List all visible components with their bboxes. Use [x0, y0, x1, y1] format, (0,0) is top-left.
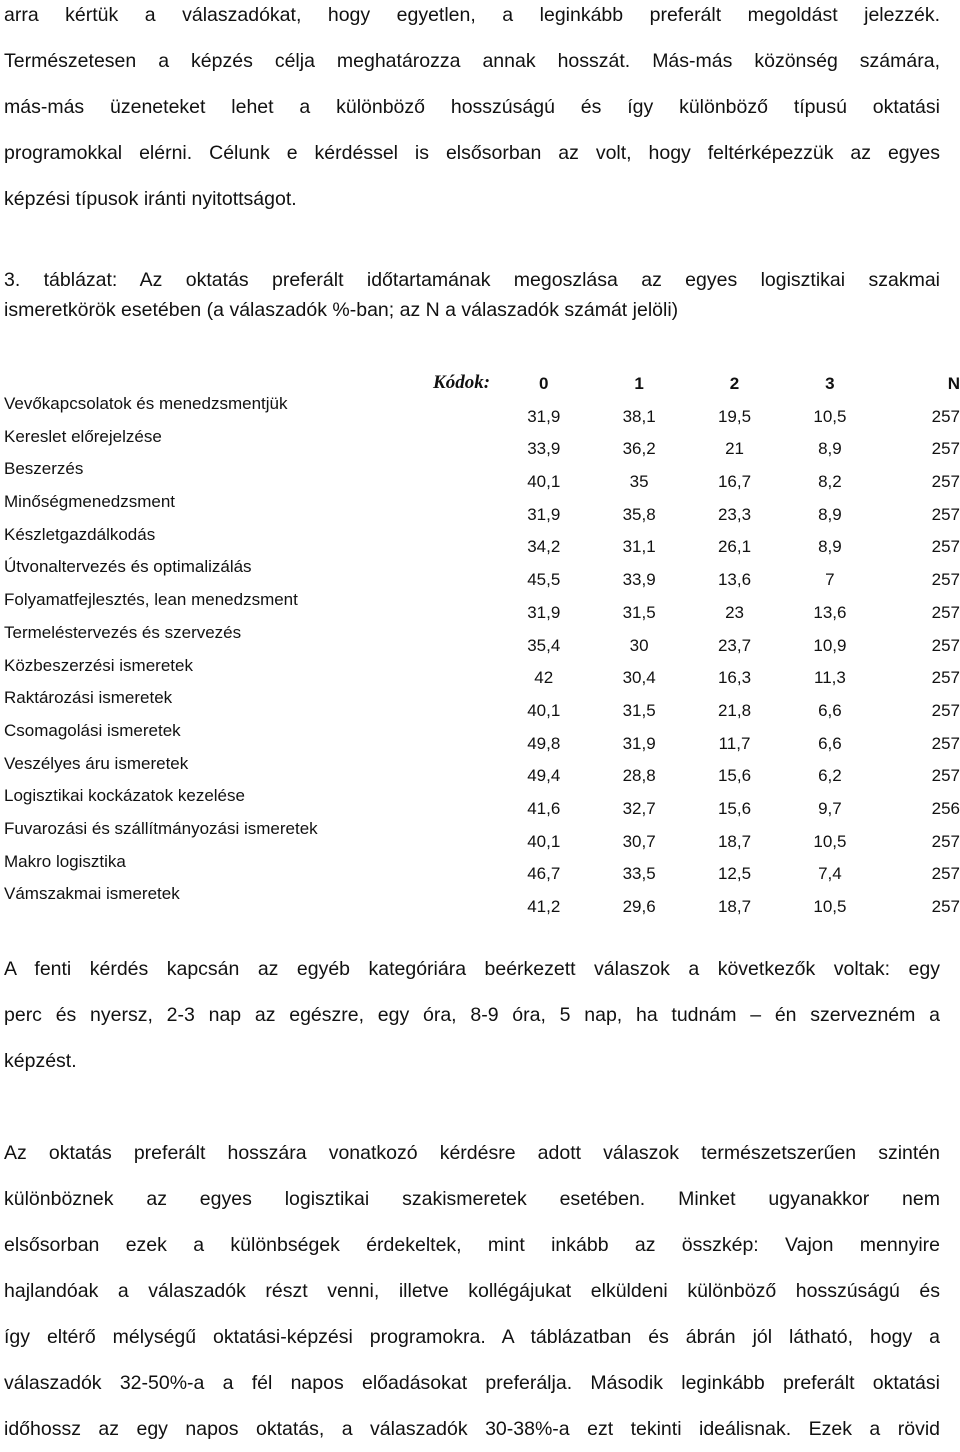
cell-code-1: 33,9	[622, 570, 656, 590]
cell-code-0: 40,1	[527, 700, 561, 720]
intro-line: programokkal elérni. Célunk e kérdéssel is elsősorban az volt, hogy feltérképezzük az egyes	[4, 142, 940, 164]
table-row	[4, 492, 960, 525]
outro2-line: időhossz az egy napos oktatás, a válaszadók 30-38%-a ezt tekinti ideálisnak. Ezek a rövid	[4, 1418, 940, 1440]
cell-code-0: 40,1	[527, 831, 561, 851]
row-label: Logisztikai kockázatok kezelése	[4, 786, 245, 806]
intro-line: Természetesen a képzés célja meghatározza annak hosszát. Más-más közönség számára,	[4, 50, 940, 72]
table-row	[4, 786, 960, 819]
row-label: Kereslet előrejelzése	[4, 426, 162, 446]
cell-code-3: 10,5	[813, 406, 847, 426]
header-code-2: 2	[729, 374, 740, 393]
table-row	[4, 819, 960, 852]
header-n: N	[947, 374, 960, 393]
cell-n: 257	[931, 668, 960, 688]
cell-code-3: 6,6	[818, 733, 842, 753]
cell-n: 257	[931, 766, 960, 786]
cell-code-3: 6,6	[818, 700, 842, 720]
outro1-line: A fenti kérdés kapcsán az egyéb kategóriára beérkezett válaszok a következők voltak: egy	[4, 958, 940, 980]
cell-code-0: 33,9	[527, 439, 561, 459]
cell-code-0: 35,4	[527, 635, 561, 655]
cell-n: 257	[931, 537, 960, 557]
cell-code-0: 41,2	[527, 897, 561, 916]
cell-n: 257	[931, 602, 960, 622]
cell-code-1: 31,5	[622, 700, 656, 720]
data-table-container	[4, 360, 960, 917]
row-label: Termeléstervezés és szervezés	[4, 622, 242, 642]
cell-code-0: 31,9	[527, 406, 561, 426]
preference-table	[4, 360, 960, 917]
cell-n: 256	[931, 798, 960, 818]
cell-code-2: 23,7	[717, 635, 752, 655]
outro1-line: képzést.	[4, 1050, 77, 1072]
cell-n: 257	[931, 733, 960, 753]
table-row	[4, 623, 960, 656]
table-caption	[4, 265, 940, 325]
cell-n: 257	[931, 570, 960, 590]
table-row	[4, 459, 960, 492]
table-row	[4, 427, 960, 460]
cell-n: 257	[931, 439, 960, 459]
cell-code-1: 38,1	[622, 406, 656, 426]
intro-line: arra kértük a válaszadókat, hogy egyetlen, a leginkább preferált megoldást jelezzék.	[4, 4, 940, 26]
cell-code-3: 8,9	[818, 504, 842, 524]
cell-code-3: 7	[825, 570, 835, 590]
cell-code-2: 11,7	[718, 733, 751, 753]
cell-code-3: 10,5	[813, 831, 847, 851]
cell-code-1: 30	[629, 635, 649, 655]
outro2-line: különböznek az egyes logisztikai szakismeretek esetében. Minket ugyanakkor nem	[4, 1188, 940, 1210]
row-label: Veszélyes áru ismeretek	[4, 753, 189, 773]
cell-code-0: 40,1	[527, 472, 561, 492]
cell-code-3: 10,9	[813, 635, 847, 655]
cell-n: 257	[931, 472, 960, 492]
cell-code-3: 8,9	[818, 537, 842, 557]
cell-code-0: 45,5	[527, 570, 561, 590]
cell-code-0: 49,4	[527, 766, 561, 786]
row-label: Közbeszerzési ismeretek	[4, 655, 193, 675]
cell-code-2: 16,3	[717, 668, 752, 688]
cell-code-2: 23,3	[717, 504, 752, 524]
cell-code-3: 11,3	[814, 668, 846, 688]
intro-line: képzési típusok iránti nyitottságot.	[4, 188, 297, 210]
other-answers-paragraph	[4, 946, 940, 1084]
cell-n: 257	[931, 406, 960, 426]
cell-code-2: 16,7	[717, 472, 752, 492]
row-label: Vámszakmai ismeretek	[4, 884, 180, 904]
caption-line: 3. táblázat: Az oktatás preferált időtartamának megoszlása az egyes logisztikai szakmai	[4, 269, 940, 291]
outro2-line: Az oktatás preferált hosszára vonatkozó kérdésre adott válaszok természetszerűen szintén	[4, 1142, 940, 1164]
cell-code-1: 28,8	[622, 766, 656, 786]
outro2-line: így eltérő mélységű oktatási-képzési programokra. A táblázatban és ábrán jól látható, hogy a	[4, 1326, 940, 1348]
cell-code-1: 30,4	[622, 668, 656, 688]
cell-code-2: 18,7	[717, 897, 752, 916]
table-row	[4, 557, 960, 590]
table-body	[4, 394, 960, 917]
cell-n: 257	[931, 864, 960, 884]
row-label: Csomagolási ismeretek	[4, 720, 181, 740]
cell-code-1: 36,2	[622, 439, 656, 459]
cell-code-1: 31,9	[622, 733, 656, 753]
cell-code-1: 33,5	[622, 864, 656, 884]
cell-code-3: 7,4	[818, 864, 842, 884]
cell-code-2: 26,1	[717, 537, 752, 557]
row-label: Raktározási ismeretek	[4, 688, 173, 708]
cell-code-3: 8,2	[818, 472, 842, 492]
cell-code-1: 35,8	[622, 504, 656, 524]
table-row	[4, 754, 960, 787]
outro2-line: hajlandóak a válaszadók részt venni, illetve kollégájukat elküldeni különböző hosszúságú és	[4, 1280, 940, 1302]
cell-code-1: 31,5	[622, 602, 656, 622]
table-row	[4, 884, 960, 917]
cell-code-3: 8,9	[818, 439, 842, 459]
table-row	[4, 721, 960, 754]
cell-code-1: 32,7	[622, 798, 656, 818]
header-code-1: 1	[634, 374, 644, 393]
cell-code-1: 31,1	[622, 537, 656, 557]
codes-label: Kódok:	[433, 372, 491, 393]
cell-n: 257	[931, 700, 960, 720]
cell-code-2: 19,5	[717, 406, 752, 426]
table-row	[4, 590, 960, 623]
outro2-line: válaszadók 32-50%-a a fél napos előadásokat preferálja. Második leginkább preferált oktatási	[4, 1372, 940, 1394]
cell-code-3: 13,6	[813, 602, 847, 622]
cell-n: 257	[931, 897, 960, 916]
cell-n: 257	[931, 635, 960, 655]
table-header-row	[4, 360, 960, 394]
row-label: Makro logisztika	[4, 851, 126, 871]
table-row	[4, 656, 960, 689]
cell-n: 257	[931, 831, 960, 851]
header-code-0: 0	[539, 374, 549, 393]
table-row	[4, 525, 960, 558]
cell-code-2: 12,5	[717, 864, 752, 884]
cell-code-2: 18,7	[717, 831, 752, 851]
cell-n: 257	[931, 504, 960, 524]
row-label: Készletgazdálkodás	[4, 524, 156, 544]
cell-code-3: 6,2	[818, 766, 842, 786]
analysis-paragraph	[4, 1130, 940, 1452]
row-label: Folyamatfejlesztés, lean menedzsment	[4, 590, 298, 610]
cell-code-0: 46,7	[527, 864, 561, 884]
intro-line: más-más üzeneteket lehet a különböző hosszúságú és így különböző típusú oktatási	[4, 96, 940, 118]
intro-paragraph	[4, 0, 940, 222]
cell-code-0: 34,2	[527, 537, 561, 557]
cell-code-1: 30,7	[622, 831, 656, 851]
row-label: Fuvarozási és szállítmányozási ismeretek	[4, 818, 318, 838]
cell-code-0: 31,9	[527, 504, 561, 524]
cell-code-1: 35	[629, 472, 649, 492]
cell-code-2: 15,6	[717, 766, 752, 786]
caption-line: ismeretkörök esetében (a válaszadók %-ban; az N a válaszadók számát jelöli)	[4, 299, 679, 321]
cell-code-0: 49,8	[527, 733, 561, 753]
cell-code-2: 15,6	[717, 798, 752, 818]
cell-code-2: 13,6	[717, 570, 752, 590]
cell-code-2: 21,8	[717, 700, 752, 720]
table-row	[4, 688, 960, 721]
table-row	[4, 852, 960, 885]
row-label: Minőségmenedzsment	[4, 492, 176, 512]
cell-code-3: 10,5	[813, 897, 847, 916]
table-row	[4, 394, 960, 427]
row-label: Beszerzés	[4, 459, 84, 479]
outro1-line: perc és nyersz, 2-3 nap az egészre, egy óra, 8-9 óra, 5 nap, ha tudnám – én szervezném a	[4, 1004, 940, 1026]
cell-code-0: 41,6	[527, 798, 561, 818]
row-label: Útvonaltervezés és optimalizálás	[4, 557, 252, 577]
outro2-line: elsősorban ezek a különbségek érdekeltek, mint inkább az összkép: Vajon mennyire	[4, 1234, 940, 1256]
row-label: Vevőkapcsolatok és menedzsmentjük	[4, 394, 288, 413]
cell-code-1: 29,6	[622, 897, 656, 916]
header-code-3: 3	[825, 374, 835, 393]
cell-code-2: 23	[725, 602, 744, 622]
cell-code-0: 42	[534, 668, 554, 688]
cell-code-3: 9,7	[818, 798, 842, 818]
cell-code-0: 31,9	[527, 602, 561, 622]
cell-code-2: 21	[725, 439, 744, 459]
